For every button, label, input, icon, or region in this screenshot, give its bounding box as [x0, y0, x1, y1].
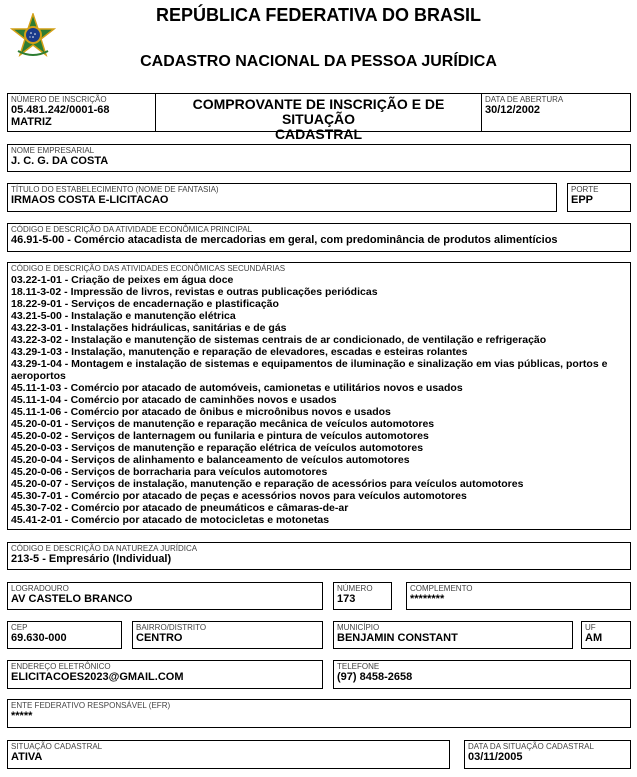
numero-box: [333, 582, 392, 610]
activity-separator: -: [61, 274, 72, 286]
inscricao-box: [7, 93, 156, 132]
email-value: ELICITACOES2023@GMAIL.COM: [11, 671, 184, 683]
list-item: [11, 514, 627, 526]
complemento-label: COMPLEMENTO: [410, 584, 473, 593]
activity-separator: -: [61, 442, 72, 454]
situacao-box: [7, 740, 450, 769]
activity-separator: -: [61, 502, 72, 514]
activity-code: 45.11-1-03: [11, 382, 62, 394]
data-situacao-box: [464, 740, 631, 769]
numero-label: NÚMERO: [337, 584, 373, 593]
abertura-label: DATA DE ABERTURA: [485, 95, 564, 104]
activity-code: 45.20-0-03: [11, 442, 62, 454]
inscricao-number: 05.481.242/0001-68: [11, 104, 110, 116]
list-item: [11, 274, 627, 286]
list-item: [11, 298, 627, 310]
activity-description: Comércio por atacado de pneumáticos e câmaras-de-ar: [71, 502, 349, 514]
list-item-continuation: [11, 370, 627, 382]
activity-separator: -: [61, 430, 72, 442]
activity-code: 43.22-3-02: [11, 334, 62, 346]
complemento-box: [406, 582, 631, 610]
activity-description: Serviços de alinhamento e balanceamento de veículos automotores: [71, 454, 410, 466]
activity-description: Comércio por atacado de ônibus e microônibus novos e usados: [70, 406, 391, 418]
document-title-line1: COMPROVANTE DE INSCRIÇÃO E DE SITUAÇÃO: [192, 96, 445, 127]
list-item: [11, 310, 627, 322]
situacao-label: SITUAÇÃO CADASTRAL: [11, 742, 103, 751]
situacao-value: ATIVA: [11, 751, 43, 763]
activity-separator: -: [61, 310, 72, 322]
activity-code: 45.20-0-04: [11, 454, 62, 466]
list-item: [11, 454, 627, 466]
atividades-secundarias-list: [11, 274, 627, 526]
activity-code: 43.29-1-03: [11, 346, 62, 358]
bairro-value: CENTRO: [136, 632, 183, 644]
activity-separator: -: [61, 322, 72, 334]
natureza-juridica-box: [7, 542, 631, 570]
activity-code: 43.21-5-00: [11, 310, 62, 322]
activity-separator: -: [61, 358, 72, 370]
list-item: [11, 334, 627, 346]
cep-label: CEP: [11, 623, 28, 632]
nome-empresarial-box: [7, 144, 631, 172]
cep-box: [7, 621, 122, 649]
activity-separator: -: [61, 406, 71, 418]
inscricao-type: MATRIZ: [11, 116, 52, 128]
list-item: [11, 418, 627, 430]
municipio-value: BENJAMIN CONSTANT: [337, 632, 458, 644]
complemento-value: ********: [410, 593, 445, 605]
activity-separator: -: [61, 514, 72, 526]
activity-description: Instalações hidráulicas, sanitárias e de gás: [71, 322, 287, 334]
atividade-principal-value: 46.91-5-00 - Comércio atacadista de mercadorias em geral, com predominância de produtos alimentícios: [11, 234, 558, 246]
activity-description: Comércio por atacado de caminhões novos e usados: [70, 394, 337, 406]
fantasia-value: IRMAOS COSTA E-LICITACAO: [11, 194, 169, 206]
uf-label: UF: [585, 623, 596, 632]
uf-value: AM: [585, 632, 603, 644]
activity-separator: -: [61, 346, 72, 358]
fantasia-box: [7, 183, 557, 212]
activity-description: Comércio por atacado de motocicletas e motonetas: [71, 514, 330, 526]
list-item: [11, 346, 627, 358]
activity-description: Serviços de instalação, manutenção e reparação de acessórios para veículos automotores: [71, 478, 524, 490]
abertura-value: 30/12/2002: [485, 104, 541, 116]
email-label: ENDEREÇO ELETRÔNICO: [11, 662, 111, 671]
list-item: [11, 466, 627, 478]
activity-description: Instalação e manutenção elétrica: [71, 310, 236, 322]
activity-description: Instalação, manutenção e reparação de elevadores, escadas e esteiras rolantes: [71, 346, 468, 358]
activity-description: Serviços de manutenção e reparação mecânica de veículos automotores: [71, 418, 435, 430]
natureza-juridica-label: CÓDIGO E DESCRIÇÃO DA NATUREZA JURÍDICA: [11, 544, 198, 553]
activity-separator: -: [61, 490, 72, 502]
activity-description: Comércio por atacado de automóveis, camionetas e utilitários novos e usados: [70, 382, 463, 394]
document-title-box: [155, 93, 482, 142]
atividade-principal-box: [7, 223, 631, 252]
activity-separator: -: [61, 394, 71, 406]
efr-value: *****: [11, 710, 33, 722]
cep-value: 69.630-000: [11, 632, 67, 644]
registry-title: CADASTRO NACIONAL DA PESSOA JURÍDICA: [140, 53, 497, 70]
fantasia-label: TÍTULO DO ESTABELECIMENTO (NOME DE FANTASIA): [11, 185, 219, 194]
inscricao-label: NÚMERO DE INSCRIÇÃO: [11, 95, 107, 104]
activity-description-continuation: aeroportos: [11, 370, 66, 382]
list-item: [11, 382, 627, 394]
activity-code: 45.11-1-04: [11, 394, 62, 406]
activity-description: Montagem e instalação de sistemas e equipamentos de iluminação e sinalização em vias públicas, portos e: [71, 358, 608, 370]
list-item: [11, 286, 627, 298]
country-title: REPÚBLICA FEDERATIVA DO BRASIL: [155, 5, 481, 25]
activity-description: Serviços de manutenção e reparação elétrica de veículos automotores: [71, 442, 424, 454]
telefone-box: [333, 660, 631, 689]
numero-value: 173: [337, 593, 356, 605]
logradouro-box: [7, 582, 323, 610]
activity-code: 45.30-7-02: [11, 502, 62, 514]
email-box: [7, 660, 323, 689]
atividade-principal-label: CÓDIGO E DESCRIÇÃO DA ATIVIDADE ECONÔMICA PRINCIPAL: [11, 225, 253, 234]
bairro-box: [132, 621, 323, 649]
activity-code: 45.20-0-07: [11, 478, 62, 490]
efr-label: ENTE FEDERATIVO RESPONSÁVEL (EFR): [11, 701, 171, 710]
activity-separator: -: [61, 334, 72, 346]
activity-code: 45.11-1-06: [11, 406, 62, 418]
atividades-secundarias-label: CÓDIGO E DESCRIÇÃO DAS ATIVIDADES ECONÔMICAS SECUNDÁRIAS: [11, 264, 286, 273]
logradouro-value: AV CASTELO BRANCO: [11, 593, 133, 605]
document-title-line2: CADASTRAL: [274, 126, 363, 142]
activity-separator: -: [61, 454, 72, 466]
telefone-label: TELEFONE: [337, 662, 380, 671]
municipio-box: [333, 621, 573, 649]
activity-code: 03.22-1-01: [11, 274, 62, 286]
activity-separator: -: [61, 418, 72, 430]
activity-description: Serviços de borracharia para veículos automotores: [71, 466, 328, 478]
atividades-secundarias-box: [7, 262, 631, 530]
abertura-box: [481, 93, 631, 132]
list-item: [11, 322, 627, 334]
activity-separator: -: [61, 298, 72, 310]
activity-separator: -: [61, 382, 71, 394]
nome-empresarial-value: J. C. G. DA COSTA: [11, 155, 109, 167]
porte-label: PORTE: [571, 185, 599, 194]
natureza-juridica-value: 213-5 - Empresário (Individual): [11, 553, 172, 565]
activity-code: 45.41-2-01: [11, 514, 62, 526]
logradouro-label: LOGRADOURO: [11, 584, 69, 593]
data-situacao-value: 03/11/2005: [468, 751, 523, 763]
activity-description: Criação de peixes em água doce: [71, 274, 234, 286]
list-item: [11, 358, 627, 370]
porte-box: [567, 183, 631, 212]
list-item: [11, 394, 627, 406]
activity-description: Impressão de livros, revistas e outras publicações periódicas: [70, 286, 378, 298]
uf-box: [581, 621, 631, 649]
list-item: [11, 502, 627, 514]
activity-description: Instalação e manutenção de sistemas centrais de ar condicionado, de ventilação e refrigeração: [71, 334, 547, 346]
activity-code: 45.20-0-01: [11, 418, 62, 430]
activity-code: 43.29-1-04: [11, 358, 62, 370]
activity-description: Serviços de lanternagem ou funilaria e pintura de veículos automotores: [71, 430, 429, 442]
activity-code: 45.20-0-06: [11, 466, 62, 478]
municipio-label: MUNICÍPIO: [337, 623, 380, 632]
activity-separator: -: [61, 286, 71, 298]
activity-description: Serviços de encadernação e plastificação: [71, 298, 279, 310]
activity-code: 43.22-3-01: [11, 322, 62, 334]
list-item: [11, 430, 627, 442]
porte-value: EPP: [571, 194, 594, 206]
data-situacao-label: DATA DA SITUAÇÃO CADASTRAL: [468, 742, 594, 751]
activity-code: 45.30-7-01: [11, 490, 62, 502]
list-item: [11, 490, 627, 502]
list-item: [11, 406, 627, 418]
nome-empresarial-label: NOME EMPRESARIAL: [11, 146, 95, 155]
bairro-label: BAIRRO/DISTRITO: [136, 623, 207, 632]
activity-code: 18.11-3-02: [11, 286, 62, 298]
activity-description: Comércio por atacado de peças e acessórios novos para veículos automotores: [71, 490, 467, 502]
list-item: [11, 478, 627, 490]
activity-code: 45.20-0-02: [11, 430, 62, 442]
telefone-value: (97) 8458-2658: [337, 671, 413, 683]
activity-code: 18.22-9-01: [11, 298, 62, 310]
activity-separator: -: [61, 478, 72, 490]
list-item: [11, 442, 627, 454]
activity-separator: -: [61, 466, 72, 478]
efr-box: [7, 699, 631, 728]
